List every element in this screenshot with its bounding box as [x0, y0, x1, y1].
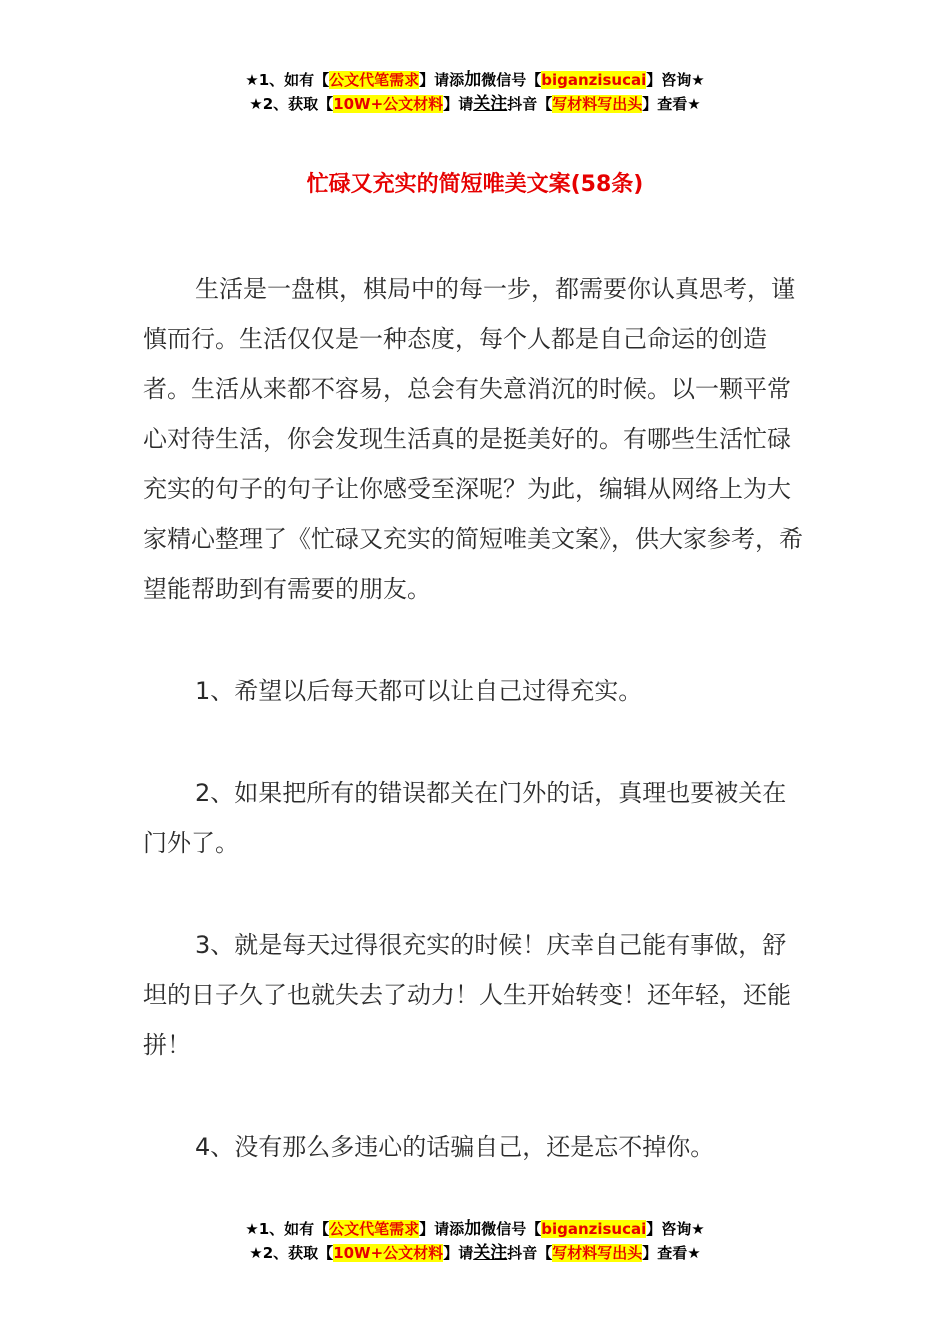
intro-paragraph: 生活是一盘棋，棋局中的每一步，都需要你认真思考，谨慎而行。生活仅仅是一种态度，每个人都是自己命运的创造者。生活从来都不容易，总会有失意消沉的时候。以一颗平常心对待生活，你会发现生活真的是挺美好的。有哪些生活忙碌充实的句子的句子让你感受至深呢？为此，编辑从网络上为大家精心整理了《忙碌又充实的简短唯美文案》，供大家参考，希望能帮助到有需要的朋友。 — [143, 275, 803, 603]
promo-highlight: 10W+公文材料 — [333, 1244, 444, 1262]
promo-line-1 — [0, 68, 950, 92]
douyin-id-highlight: 写材料写出头 — [552, 95, 643, 113]
promo-text: 加 — [464, 1219, 482, 1239]
promo-text: ★1、如有【 — [245, 71, 330, 89]
header-promo-banner — [0, 68, 950, 116]
promo-text: 微信号【 — [481, 1220, 542, 1238]
promo-line-1 — [0, 1217, 950, 1241]
promo-text: 】请 — [443, 95, 474, 113]
promo-text: 】咨询★ — [646, 71, 705, 89]
promo-text: 】请添 — [419, 1220, 465, 1238]
douyin-id-highlight: 写材料写出头 — [552, 1244, 643, 1262]
promo-highlight: 公文代笔需求 — [329, 1220, 420, 1238]
promo-line-2 — [0, 1241, 950, 1265]
promo-line-2 — [0, 92, 950, 116]
document-body — [143, 264, 809, 1172]
promo-text: 】查看★ — [642, 1244, 701, 1262]
document-title: 忙碌又充实的简短唯美文案(58条) — [306, 172, 644, 197]
footer-promo-banner — [0, 1217, 950, 1265]
promo-text: 】请添 — [419, 71, 465, 89]
wechat-id-highlight: biganzisucai — [541, 1220, 647, 1238]
promo-text: 关注 — [473, 1243, 508, 1263]
promo-text: 微信号【 — [481, 71, 542, 89]
promo-text: 】咨询★ — [646, 1220, 705, 1238]
wechat-id-highlight: biganzisucai — [541, 71, 647, 89]
promo-highlight: 公文代笔需求 — [329, 71, 420, 89]
promo-text: 】查看★ — [642, 95, 701, 113]
promo-text: ★2、获取【 — [249, 1244, 334, 1262]
list-item: 1、希望以后每天都可以让自己过得充实。 — [195, 677, 643, 705]
promo-text: 加 — [464, 70, 482, 90]
promo-text: ★1、如有【 — [245, 1220, 330, 1238]
list-item: 3、就是每天过得很充实的时候！庆幸自己能有事做，舒坦的日子久了也就失去了动力！人生开始转变！还年轻，还能拼！ — [143, 931, 791, 1059]
promo-highlight: 10W+公文材料 — [333, 95, 444, 113]
promo-text: ★2、获取【 — [249, 95, 334, 113]
promo-text: 关注 — [473, 94, 508, 114]
list-item: 2、如果把所有的错误都关在门外的话，真理也要被关在门外了。 — [143, 779, 787, 857]
promo-text: 抖音【 — [507, 1244, 553, 1262]
promo-text: 】请 — [443, 1244, 474, 1262]
promo-text: 抖音【 — [507, 95, 553, 113]
list-item: 4、没有那么多违心的话骗自己，还是忘不掉你。 — [195, 1133, 715, 1161]
